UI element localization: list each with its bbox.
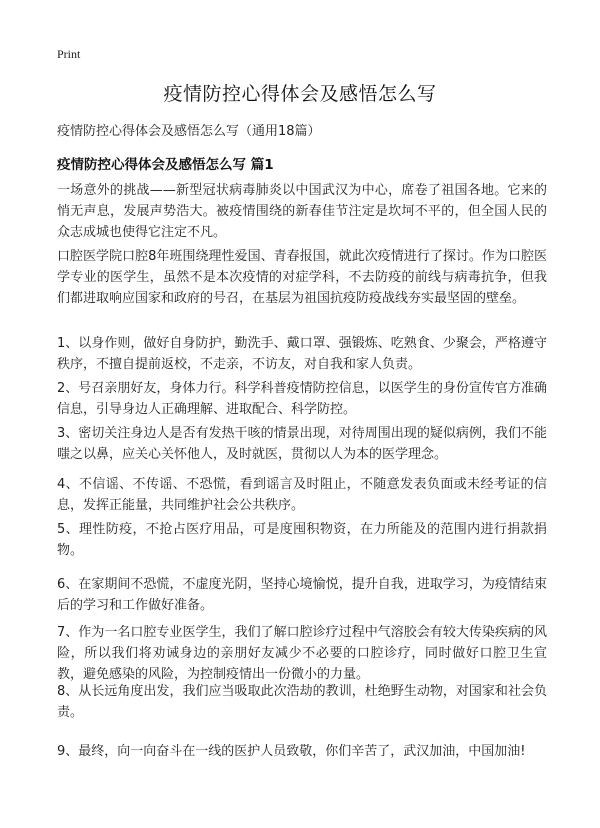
paragraph-item-4: 4、不信谣、不传谣、不恐慌，看到谣言及时阻止，不随意发表负面或未经考证的信息，发挥正能量，共同维护社会公共秩序。 — [57, 477, 547, 513]
paragraph-class-discussion: 口腔医学院口腔8年班围绕理性爱国、青春报国，就此次疫情进行了探讨。作为口腔医学专业的医学生，虽然不是本次疫情的对症学科，不去防疫的前线与病毒抗争，但我们都进取响应国家和政府的号召，在基层为祖国抗疫防疫战线夯实最坚固的壁垒。 — [57, 249, 547, 306]
paragraph-item-9: 9、最终，向一向奋斗在一线的医护人员致敬，你们辛苦了，武汉加油，中国加油! — [57, 744, 526, 759]
paragraph-item-2: 2、号召亲朋好友，身体力行。科学科普疫情防控信息，以医学生的身份宣传官方准确信息，引导身边人正确理解、进取配合、科学防控。 — [57, 381, 547, 417]
paragraph-item-1: 1、以身作则，做好自身防护，勤洗手、戴口罩、强锻炼、吃熟食、少聚会，严格遵守秩序，不擅自提前返校，不走亲，不访友，对自我和家人负责。 — [57, 336, 547, 372]
paragraph-item-7: 7、作为一名口腔专业医学生，我们了解口腔诊疗过程中气溶胶会有较大传染疾病的风险，所以我们将劝诫身边的亲朋好友减少不必要的口腔诊疗，同时做好口腔卫生宣教，避免感染的风险，为控制疫情出一份微小的力量。 — [57, 625, 547, 682]
paragraph-intro: 一场意外的挑战——新型冠状病毒肺炎以中国武汉为中心，席卷了祖国各地。它来的悄无声息，发展声势浩大。被疫情围绕的新春佳节注定是坎坷不平的，但全国人民的众志成城也使得它注定不凡。 — [57, 183, 547, 240]
paragraph-item-3: 3、密切关注身边人是否有发热干咳的情景出现，对待周围出现的疑似病例，我们不能嗤之以鼻，应关心关怀他人，及时就医，贯彻以人为本的医学理念。 — [57, 426, 547, 462]
document-title: 疫情防控心得体会及感悟怎么写 — [163, 83, 437, 105]
document-subtitle: 疫情防控心得体会及感悟怎么写（通用18篇） — [57, 124, 321, 139]
print-link[interactable]: Print — [57, 47, 81, 61]
paragraph-item-8: 8、从长远角度出发，我们应当吸取此次浩劫的教训，杜绝野生动物，对国家和社会负责。 — [57, 684, 547, 720]
paragraph-item-6: 6、在家期间不恐慌，不虚度光阴，坚持心境愉悦，提升自我，进取学习，为疫情结束后的学习和工作做好准备。 — [57, 577, 547, 613]
section-heading: 疫情防控心得体会及感悟怎么写 篇1 — [57, 157, 274, 173]
paragraph-item-5: 5、理性防疫，不抢占医疗用品，可是度囤积物资，在力所能及的范围内进行捐款捐物。 — [57, 522, 547, 558]
